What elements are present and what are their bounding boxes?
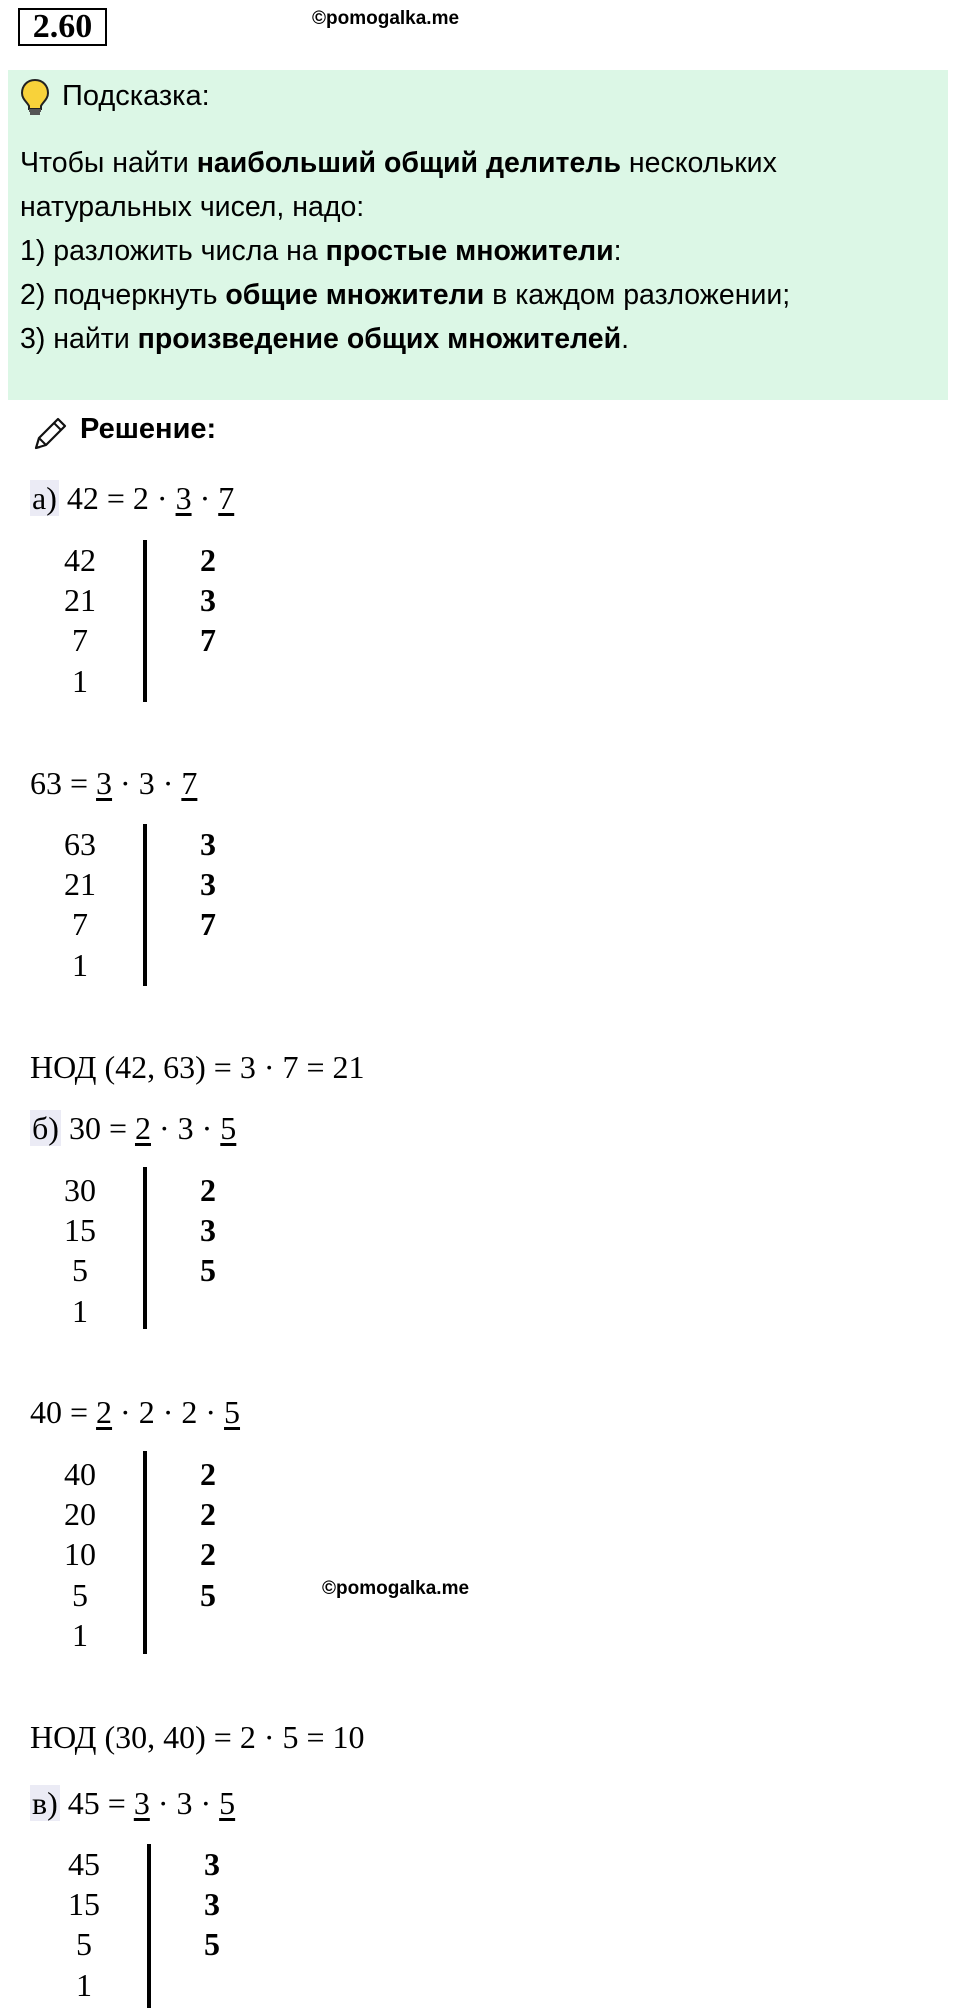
common-factor: 3 [133, 1785, 150, 1821]
task-number: 2.60 [18, 8, 107, 46]
common-factor: 2 [96, 1394, 113, 1430]
prime-divisor: 5 [200, 1252, 216, 1288]
division-bar [143, 824, 147, 986]
eq-b-40 [30, 1392, 240, 1432]
equation-part: · 2 · 2 · [112, 1394, 225, 1430]
prime-divisor: 7 [200, 906, 216, 942]
label-a: а) [32, 480, 57, 516]
hint-title: Подсказка: [62, 80, 210, 112]
equation-part: · 3 · [149, 1785, 220, 1821]
factor-number: 20 [64, 1496, 96, 1532]
factor-number: 15 [68, 1886, 100, 1922]
prime-divisor: 2 [200, 1536, 216, 1572]
equation-part: · [191, 480, 219, 516]
eq-c-45 [30, 1783, 235, 1823]
factorization-42 [40, 540, 260, 705]
prime-divisor: 3 [200, 582, 216, 618]
hint-text-part: нескольких [620, 147, 777, 179]
hint-line-4 [20, 273, 940, 317]
hint-line-1 [20, 141, 940, 185]
factor-number: 5 [72, 1252, 88, 1288]
hint-text-part: . [621, 323, 630, 355]
factor-number: 21 [64, 582, 96, 618]
hint-text-part: Чтобы найти [20, 147, 197, 179]
lightbulb-icon [20, 78, 50, 123]
prime-divisor: 3 [200, 1212, 216, 1248]
factor-number: 42 [64, 542, 96, 578]
factor-number: 5 [72, 1577, 88, 1613]
factorization-45 [44, 1844, 264, 2008]
label-c: в) [32, 1785, 58, 1821]
hint-text-part: : [613, 235, 622, 267]
factor-number: 1 [72, 1293, 88, 1329]
pencil-icon [30, 414, 70, 459]
prime-divisor: 5 [200, 1577, 216, 1613]
prime-divisor: 7 [200, 622, 216, 658]
hint-text-part: в каждом разложении; [484, 279, 791, 311]
prime-divisor: 5 [204, 1926, 220, 1962]
prime-divisor: 2 [200, 542, 216, 578]
factor-number: 7 [72, 906, 88, 942]
hint-text-part: 2) подчеркнуть [20, 279, 226, 311]
solution-title: Решение: [80, 413, 217, 445]
factor-number: 5 [76, 1926, 92, 1962]
eq-a-42 [30, 478, 234, 518]
common-factor: 3 [175, 480, 192, 516]
prime-divisor: 2 [200, 1496, 216, 1532]
factor-number: 1 [72, 663, 88, 699]
factor-number: 10 [64, 1536, 96, 1572]
prime-divisor: 3 [200, 866, 216, 902]
equation-part: 42 = 2 · [58, 480, 176, 516]
hint-line-5 [20, 317, 940, 361]
equation-part: · 3 · [150, 1110, 221, 1146]
factorization-30 [40, 1170, 260, 1335]
hint-bold-text: наибольший общий делитель [196, 147, 621, 179]
hint-line-3 [20, 229, 940, 273]
eq-a-63 [30, 763, 197, 803]
factor-number: 21 [64, 866, 96, 902]
equation-part: 45 = [59, 1785, 134, 1821]
result-b: НОД (30, 40) = 2 · 5 = 10 [30, 1719, 365, 1755]
hint-bold-text: простые множители [325, 235, 614, 267]
hint-text-part: 1) разложить числа на [20, 235, 326, 267]
hint-line-2: натуральных чисел, надо: [20, 191, 365, 223]
equation-part: 30 = [60, 1110, 135, 1146]
factor-number: 15 [64, 1212, 96, 1248]
division-bar [143, 1451, 147, 1654]
factor-number: 63 [64, 826, 96, 862]
factor-number: 40 [64, 1456, 96, 1492]
division-bar [143, 1167, 147, 1329]
prime-divisor: 3 [204, 1886, 220, 1922]
hint-text-part: 3) найти [20, 323, 138, 355]
eq-b-30 [30, 1108, 236, 1148]
prime-divisor: 2 [200, 1456, 216, 1492]
factor-number: 45 [68, 1846, 100, 1882]
factor-number: 1 [72, 1617, 88, 1653]
prime-divisor: 3 [200, 826, 216, 862]
factor-number: 1 [72, 947, 88, 983]
prime-divisor: 2 [200, 1172, 216, 1208]
common-factor: 5 [219, 1785, 236, 1821]
equation-part: 40 = [30, 1394, 97, 1430]
hint-bold-text: общие множители [225, 279, 485, 311]
division-bar [143, 540, 147, 702]
factor-number: 1 [76, 1967, 92, 2003]
hint-bold-text: произведение общих множителей [137, 323, 622, 355]
result-a: НОД (42, 63) = 3 · 7 = 21 [30, 1049, 365, 1085]
label-b: б) [32, 1110, 59, 1146]
factor-number: 7 [72, 622, 88, 658]
common-factor: 2 [134, 1110, 151, 1146]
equation-part: 63 = [30, 765, 97, 801]
factorization-63 [40, 824, 260, 989]
equation-part: · 3 · [112, 765, 182, 801]
factor-number: 30 [64, 1172, 96, 1208]
hint-text [20, 141, 940, 361]
common-factor: 7 [181, 765, 198, 801]
common-factor: 7 [218, 480, 235, 516]
factorization-40 [40, 1454, 260, 1659]
common-factor: 3 [96, 765, 113, 801]
watermark-middle: ©pomogalka.me [322, 1578, 470, 1599]
common-factor: 5 [224, 1394, 241, 1430]
common-factor: 5 [220, 1110, 237, 1146]
prime-divisor: 3 [204, 1846, 220, 1882]
division-bar [147, 1844, 151, 2008]
watermark-top: ©pomogalka.me [312, 8, 460, 29]
